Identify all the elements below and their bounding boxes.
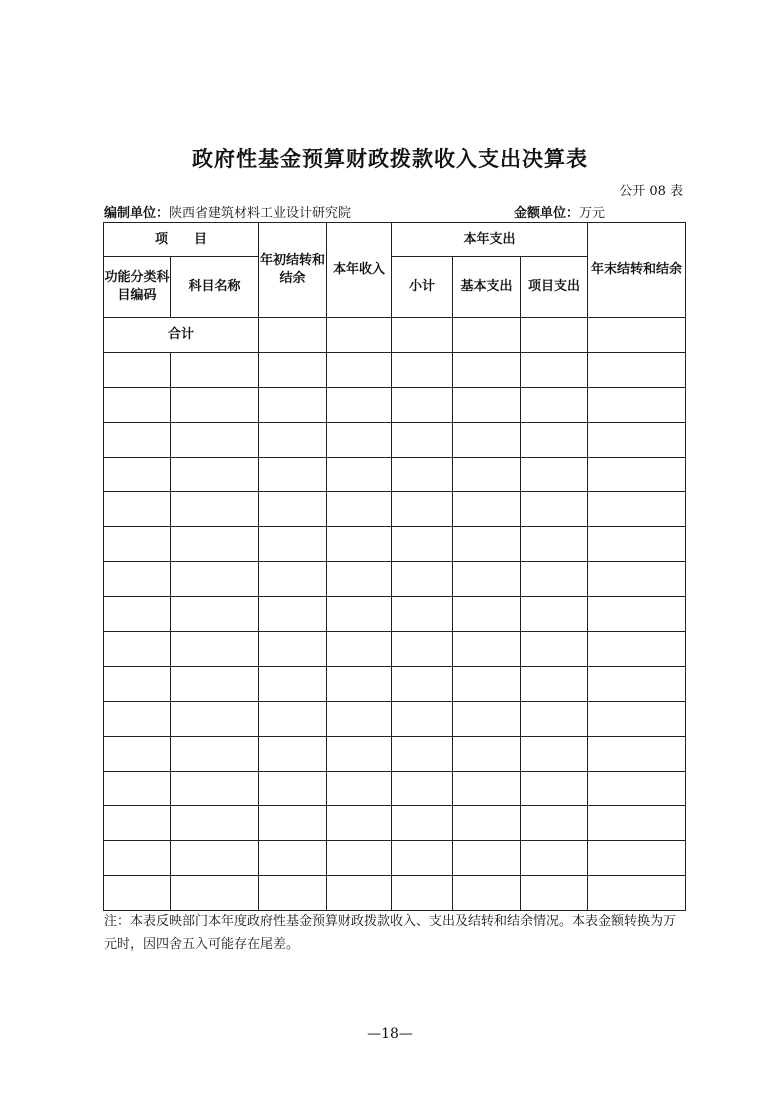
table-cell — [259, 841, 327, 876]
table-cell — [588, 352, 686, 387]
table-cell — [392, 457, 453, 492]
table-cell — [104, 701, 171, 736]
org-label: 编制单位： — [104, 206, 170, 221]
header-basic: 基本支出 — [453, 257, 521, 318]
table-cell — [259, 527, 327, 562]
amount-unit-label: 金额单位： — [514, 206, 580, 221]
table-cell — [588, 562, 686, 597]
table-row — [104, 876, 686, 911]
table-cell — [521, 666, 588, 701]
table-cell — [259, 562, 327, 597]
table-cell — [392, 597, 453, 632]
total-label: 合计 — [104, 318, 259, 353]
table-cell — [171, 457, 259, 492]
table-cell — [259, 806, 327, 841]
table-row — [104, 352, 686, 387]
table-cell — [453, 318, 521, 353]
table-cell — [588, 876, 686, 911]
page-number: —18— — [367, 1026, 413, 1042]
table-cell — [104, 492, 171, 527]
header-subtotal: 小计 — [392, 257, 453, 318]
header-func-code: 功能分类科目编码 — [104, 257, 171, 318]
header-expenditure: 本年支出 — [392, 223, 588, 257]
table-cell — [392, 422, 453, 457]
table-cell — [104, 632, 171, 667]
table-cell — [453, 771, 521, 806]
table-row — [104, 666, 686, 701]
table-cell — [259, 597, 327, 632]
table-cell — [104, 806, 171, 841]
table-cell — [327, 527, 392, 562]
table-cell — [453, 422, 521, 457]
table-cell — [259, 632, 327, 667]
table-cell — [453, 666, 521, 701]
table-cell — [521, 387, 588, 422]
table-cell — [521, 318, 588, 353]
table-cell — [171, 352, 259, 387]
table-cell — [171, 701, 259, 736]
table-cell — [171, 562, 259, 597]
table-row — [104, 632, 686, 667]
table-cell — [327, 318, 392, 353]
table-cell — [259, 876, 327, 911]
table-cell — [327, 422, 392, 457]
table-cell — [259, 701, 327, 736]
table-cell — [104, 527, 171, 562]
table-cell — [104, 457, 171, 492]
table-row — [104, 562, 686, 597]
table-cell — [104, 771, 171, 806]
table-cell — [104, 666, 171, 701]
table-cell — [521, 562, 588, 597]
table-row — [104, 492, 686, 527]
page-title: 政府性基金预算财政拨款收入支出决算表 — [192, 147, 588, 171]
table-cell — [453, 597, 521, 632]
header-subject-name: 科目名称 — [171, 257, 259, 318]
header-project: 项目支出 — [521, 257, 588, 318]
table-cell — [521, 771, 588, 806]
table-cell — [392, 841, 453, 876]
table-cell — [104, 422, 171, 457]
table-cell — [521, 352, 588, 387]
table-cell — [259, 457, 327, 492]
table-cell — [588, 666, 686, 701]
table-cell — [259, 736, 327, 771]
table-cell — [521, 841, 588, 876]
table-cell — [588, 841, 686, 876]
table-row — [104, 527, 686, 562]
table-row — [104, 387, 686, 422]
header-end-balance: 年末结转和结余 — [588, 223, 686, 318]
table-cell — [392, 318, 453, 353]
table-cell — [588, 527, 686, 562]
table-cell — [171, 666, 259, 701]
table-cell — [588, 701, 686, 736]
header-item: 项 目 — [104, 223, 259, 257]
table-cell — [171, 841, 259, 876]
table-cell — [392, 701, 453, 736]
table-row — [104, 806, 686, 841]
table-cell — [104, 736, 171, 771]
table-cell — [327, 736, 392, 771]
table-cell — [453, 876, 521, 911]
budget-table — [103, 222, 686, 911]
table-cell — [327, 876, 392, 911]
table-cell — [392, 632, 453, 667]
table-cell — [521, 527, 588, 562]
table-cell — [171, 632, 259, 667]
table-cell — [259, 771, 327, 806]
table-cell — [392, 352, 453, 387]
table-cell — [171, 492, 259, 527]
table-cell — [327, 771, 392, 806]
table-cell — [171, 597, 259, 632]
table-cell — [521, 701, 588, 736]
table-cell — [327, 457, 392, 492]
table-cell — [104, 876, 171, 911]
table-cell — [327, 492, 392, 527]
table-cell — [588, 771, 686, 806]
table-cell — [453, 736, 521, 771]
table-cell — [327, 597, 392, 632]
amount-unit-value: 万元 — [579, 206, 606, 221]
table-row — [104, 457, 686, 492]
table-cell — [453, 841, 521, 876]
table-cell — [104, 562, 171, 597]
table-cell — [259, 318, 327, 353]
table-cell — [171, 422, 259, 457]
empty-rows — [104, 352, 686, 910]
table-cell — [104, 352, 171, 387]
header-income: 本年收入 — [327, 223, 392, 318]
table-cell — [588, 457, 686, 492]
table-cell — [588, 318, 686, 353]
table-cell — [259, 666, 327, 701]
table-cell — [171, 527, 259, 562]
table-cell — [392, 387, 453, 422]
table-cell — [327, 841, 392, 876]
table-cell — [259, 387, 327, 422]
table-cell — [259, 492, 327, 527]
org-value: 陕西省建筑材料工业设计研究院 — [169, 206, 352, 221]
table-row — [104, 701, 686, 736]
table-cell — [588, 736, 686, 771]
header-begin-balance: 年初结转和结余 — [259, 223, 327, 318]
table-cell — [392, 666, 453, 701]
table-cell — [327, 806, 392, 841]
table-cell — [588, 632, 686, 667]
table-cell — [392, 771, 453, 806]
table-cell — [521, 597, 588, 632]
form-number: 公开 08 表 — [619, 184, 683, 199]
total-row — [104, 318, 686, 353]
table-cell — [392, 736, 453, 771]
table-cell — [327, 632, 392, 667]
table-cell — [521, 632, 588, 667]
table-cell — [521, 492, 588, 527]
table-cell — [453, 527, 521, 562]
table-cell — [521, 422, 588, 457]
table-cell — [453, 457, 521, 492]
table-cell — [392, 562, 453, 597]
table-cell — [392, 492, 453, 527]
table-cell — [259, 422, 327, 457]
table-cell — [453, 492, 521, 527]
table-cell — [588, 597, 686, 632]
table-cell — [588, 387, 686, 422]
table-cell — [453, 387, 521, 422]
table-cell — [521, 876, 588, 911]
footnote: 注：本表反映部门本年度政府性基金预算财政拨款收入、支出及结转和结余情况。本表金额转换为万元时，因四舍五入可能存在尾差。 — [104, 914, 677, 952]
table-cell — [171, 387, 259, 422]
table-row — [104, 841, 686, 876]
table-cell — [521, 806, 588, 841]
table-cell — [588, 806, 686, 841]
table-cell — [588, 422, 686, 457]
table-cell — [453, 352, 521, 387]
table-row — [104, 422, 686, 457]
table-cell — [453, 701, 521, 736]
org-unit — [104, 202, 351, 221]
table-cell — [392, 527, 453, 562]
table-cell — [453, 806, 521, 841]
table-cell — [521, 736, 588, 771]
table-cell — [327, 562, 392, 597]
table-cell — [171, 876, 259, 911]
table-row — [104, 597, 686, 632]
table-cell — [521, 457, 588, 492]
table-cell — [104, 387, 171, 422]
table-cell — [392, 876, 453, 911]
table-cell — [171, 771, 259, 806]
table-cell — [588, 492, 686, 527]
table-cell — [453, 632, 521, 667]
table-row — [104, 736, 686, 771]
table-cell — [327, 666, 392, 701]
table-cell — [327, 387, 392, 422]
amount-unit — [514, 202, 605, 221]
table-cell — [327, 352, 392, 387]
table-cell — [171, 806, 259, 841]
table-cell — [171, 736, 259, 771]
table-cell — [327, 701, 392, 736]
table-cell — [453, 562, 521, 597]
table-cell — [259, 352, 327, 387]
table-cell — [104, 841, 171, 876]
table-cell — [104, 597, 171, 632]
table-cell — [392, 806, 453, 841]
table-row — [104, 771, 686, 806]
